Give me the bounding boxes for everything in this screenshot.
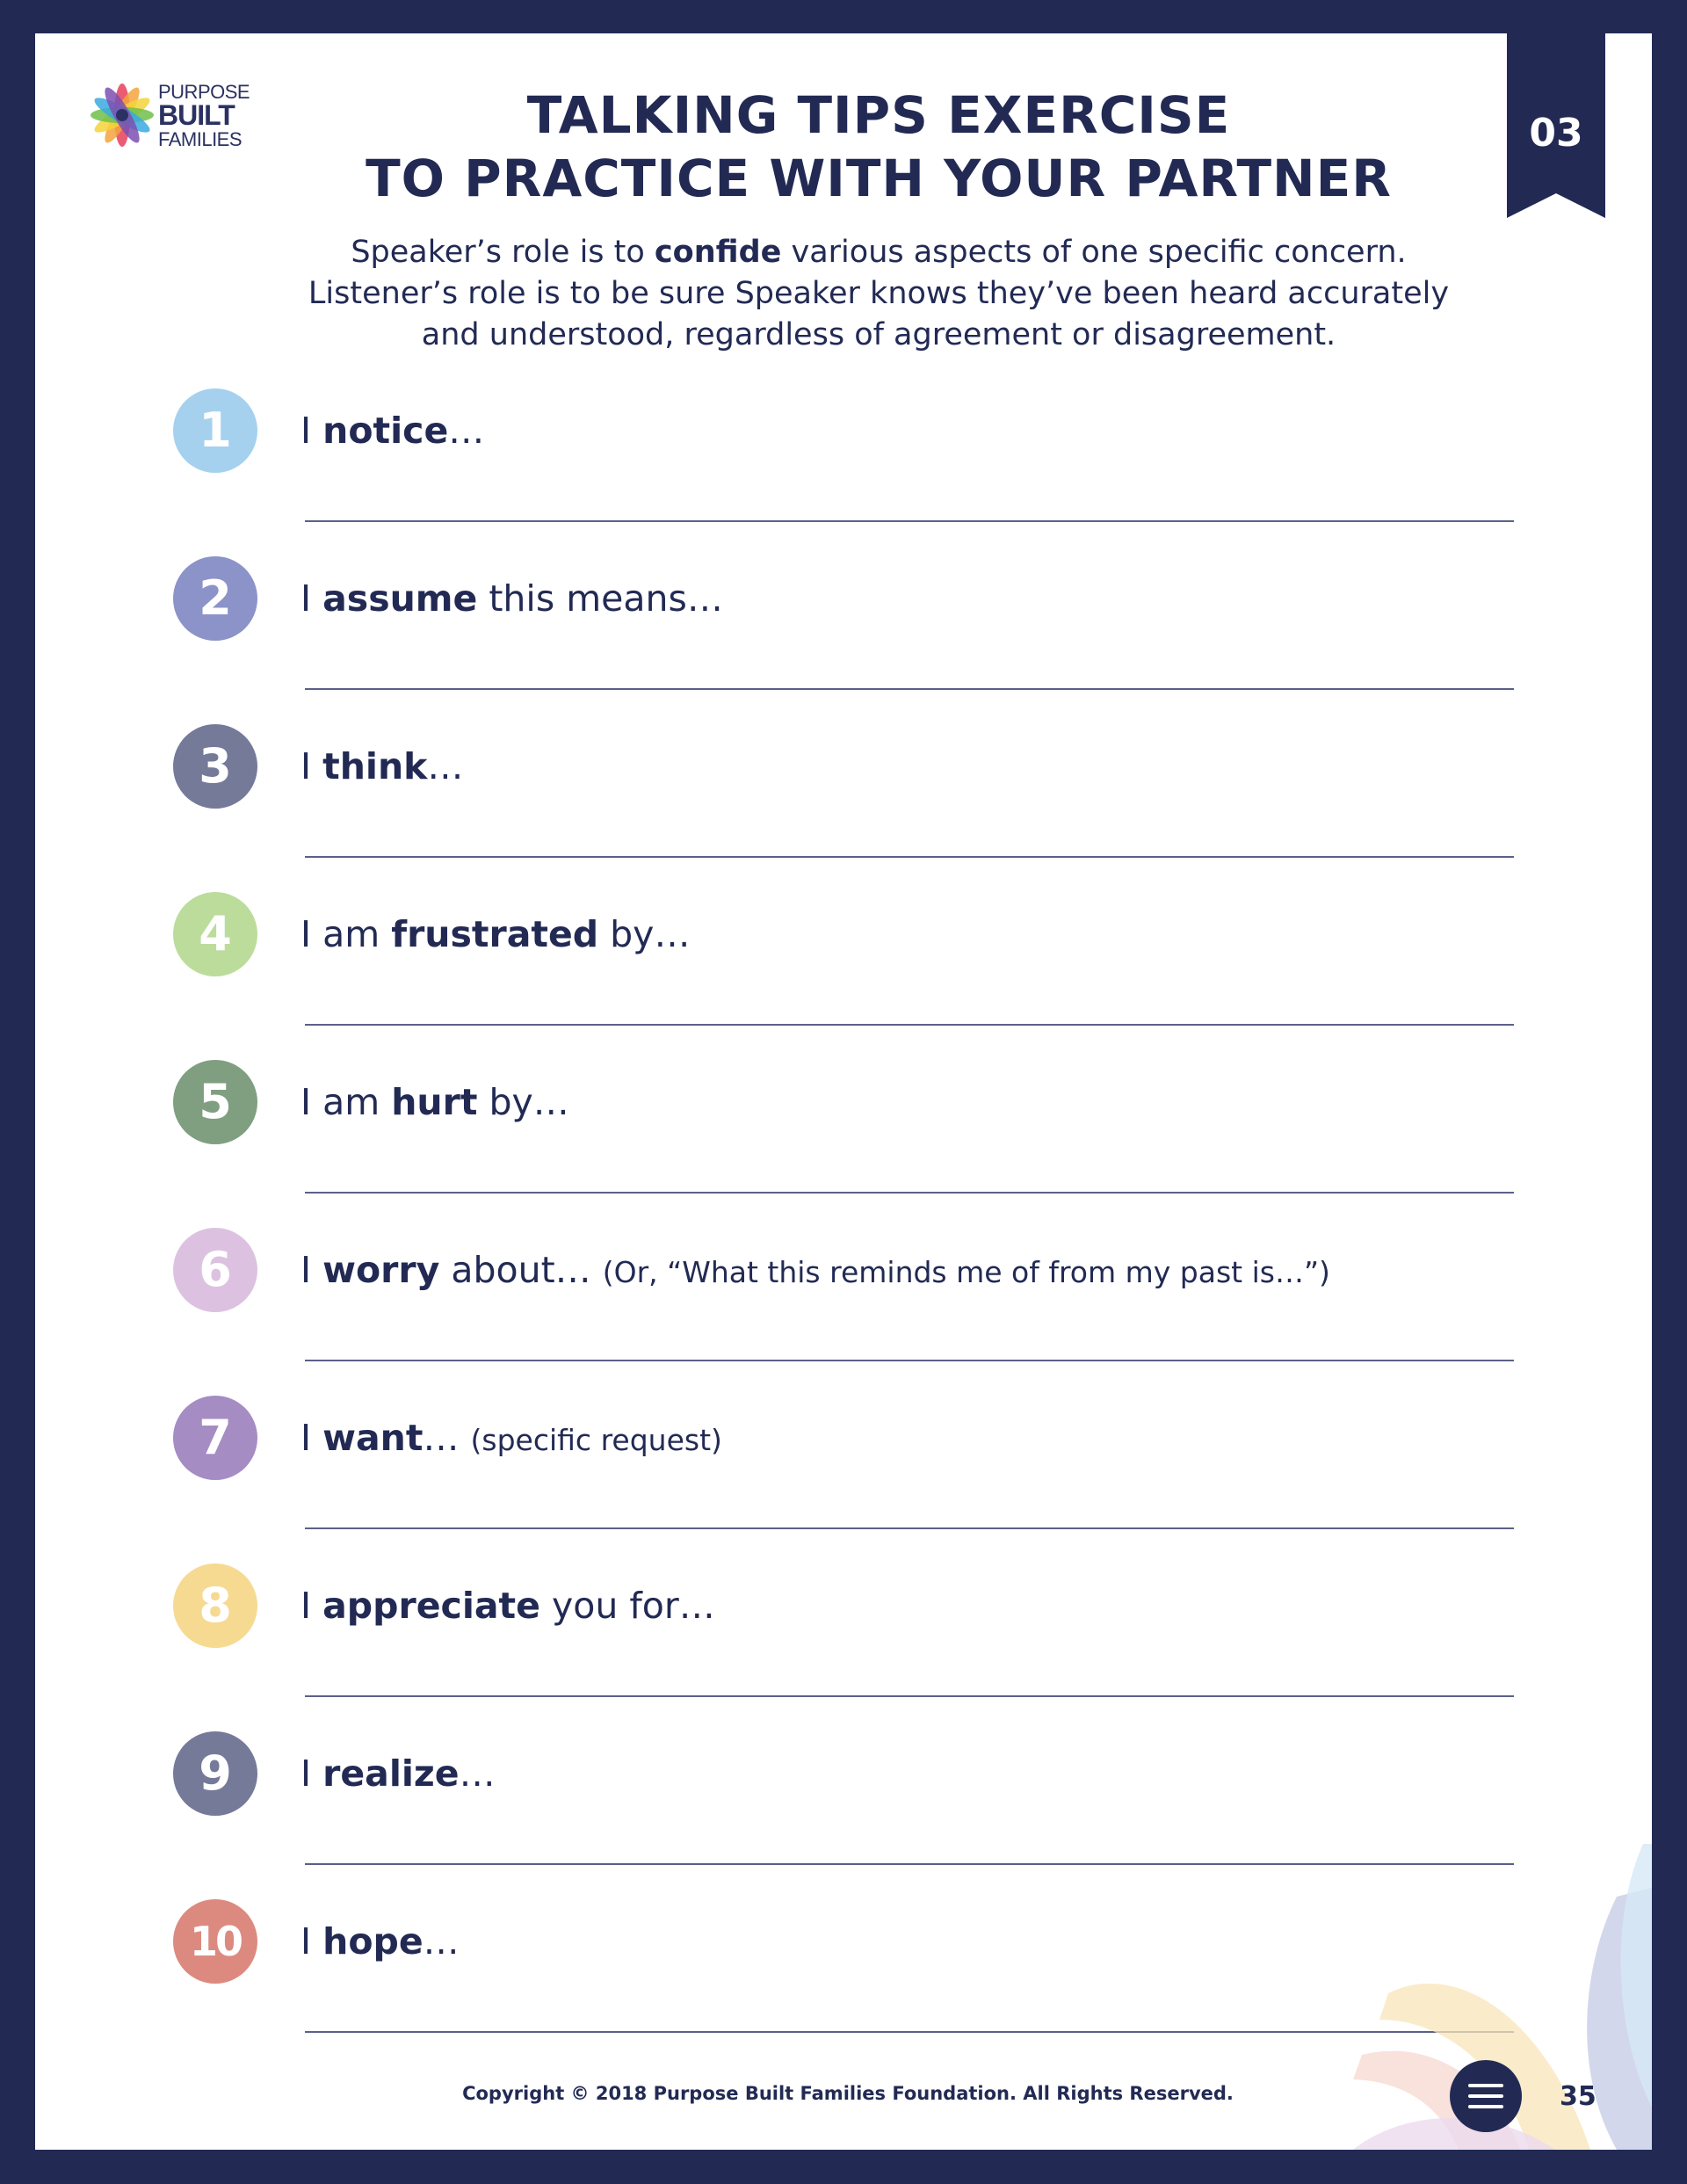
prompt-keyword: frustrated xyxy=(391,913,599,955)
intro-line-1 xyxy=(176,232,1582,273)
prompt-pre: I am xyxy=(300,1081,392,1123)
number-badge: 3 xyxy=(173,724,257,809)
prompt-item-8 xyxy=(35,1564,1652,1731)
prompt-text xyxy=(300,574,723,626)
prompt-item-1 xyxy=(35,388,1652,555)
menu-icon xyxy=(1468,2084,1503,2087)
prompt-pre: I xyxy=(300,1752,323,1795)
intro-text xyxy=(176,232,1582,356)
prompt-keyword: think xyxy=(322,745,428,787)
number-badge: 2 xyxy=(173,556,257,641)
intro-bold-word: confide xyxy=(654,235,782,270)
prompt-post: … xyxy=(423,1920,460,1963)
prompt-text xyxy=(300,406,484,458)
prompt-pre: I am xyxy=(300,913,392,955)
prompt-post: … xyxy=(423,1417,471,1459)
answer-line[interactable] xyxy=(305,1695,1514,1697)
prompt-item-5 xyxy=(35,1060,1652,1227)
prompt-pre: I xyxy=(300,577,323,620)
prompt-item-4 xyxy=(35,892,1652,1059)
answer-line[interactable] xyxy=(305,1192,1514,1194)
number-badge: 7 xyxy=(173,1396,257,1480)
prompt-text xyxy=(300,1917,460,1969)
prompt-text xyxy=(300,1581,715,1633)
answer-line[interactable] xyxy=(305,1024,1514,1026)
intro-text-pre: Speaker’s role is to xyxy=(351,235,655,270)
prompt-post: you for… xyxy=(539,1585,715,1627)
intro-line-3: and understood, regardless of agreement or disagreement. xyxy=(421,317,1336,352)
prompt-pre: I xyxy=(300,1417,323,1459)
prompt-pre: I xyxy=(300,410,323,452)
menu-icon xyxy=(1468,2105,1503,2108)
logo-text-built: BUILT xyxy=(158,99,235,131)
menu-button[interactable] xyxy=(1450,2060,1522,2132)
prompt-post: this means… xyxy=(477,577,723,620)
prompt-post: about… xyxy=(439,1249,603,1291)
prompt-note: (specific request) xyxy=(470,1423,722,1457)
prompt-text xyxy=(300,1077,569,1129)
prompt-keyword: hope xyxy=(322,1920,424,1963)
number-badge: 9 xyxy=(173,1731,257,1816)
prompt-item-2 xyxy=(35,556,1652,723)
logo-text-families: FAMILIES xyxy=(158,128,243,150)
prompt-keyword: notice xyxy=(322,410,449,452)
page-title-line-2: TO PRACTICE WITH YOUR PARTNER xyxy=(366,149,1392,208)
number-badge: 4 xyxy=(173,892,257,976)
number-badge: 10 xyxy=(173,1899,257,1984)
copyright-text: Copyright © 2018 Purpose Built Families Foundation. All Rights Reserved. xyxy=(462,2083,1234,2104)
prompt-keyword: want xyxy=(322,1417,424,1459)
answer-line[interactable] xyxy=(305,2031,1514,2033)
number-badge: 1 xyxy=(173,388,257,473)
prompt-post: by… xyxy=(477,1081,569,1123)
prompt-text xyxy=(300,742,463,794)
prompt-keyword: realize xyxy=(322,1752,460,1795)
prompt-post: … xyxy=(459,1752,496,1795)
number-badge: 5 xyxy=(173,1060,257,1144)
prompt-keyword: hurt xyxy=(391,1081,478,1123)
page-title-line-1: TALKING TIPS EXERCISE xyxy=(526,85,1231,145)
prompt-post: … xyxy=(427,745,464,787)
prompt-post: … xyxy=(448,410,485,452)
prompt-pre: I xyxy=(300,1585,323,1627)
answer-line[interactable] xyxy=(305,1863,1514,1865)
prompt-post: by… xyxy=(598,913,691,955)
logo-text-purpose: PURPOSE xyxy=(158,81,250,103)
prompt-keyword: appreciate xyxy=(322,1585,540,1627)
intro-line-2: Listener’s role is to be sure Speaker knows they’ve been heard accurately xyxy=(308,276,1450,311)
page-number: 35 xyxy=(1560,2081,1596,2112)
menu-icon xyxy=(1468,2094,1503,2098)
prompt-keyword: assume xyxy=(322,577,478,620)
prompt-item-3 xyxy=(35,724,1652,891)
prompt-text xyxy=(300,1245,1330,1297)
prompt-text xyxy=(300,1749,496,1801)
intro-text-post: various aspects of one specific concern. xyxy=(781,235,1407,270)
prompt-pre: I xyxy=(300,1920,323,1963)
prompt-text xyxy=(300,910,690,961)
flower-logo-icon xyxy=(84,77,160,153)
prompt-item-6 xyxy=(35,1228,1652,1395)
prompt-pre: I xyxy=(300,1249,323,1291)
worksheet-page xyxy=(35,33,1652,2150)
prompt-item-7 xyxy=(35,1396,1652,1563)
answer-line[interactable] xyxy=(305,520,1514,522)
answer-line[interactable] xyxy=(305,856,1514,858)
chapter-number: 03 xyxy=(1529,111,1583,156)
answer-line[interactable] xyxy=(305,688,1514,690)
prompt-text xyxy=(300,1413,722,1465)
number-badge: 8 xyxy=(173,1564,257,1648)
prompt-keyword: worry xyxy=(322,1249,440,1291)
prompt-pre: I xyxy=(300,745,323,787)
answer-line[interactable] xyxy=(305,1360,1514,1361)
number-badge: 6 xyxy=(173,1228,257,1312)
prompt-note: (Or, “What this reminds me of from my past is…”) xyxy=(602,1255,1330,1289)
answer-line[interactable] xyxy=(305,1527,1514,1529)
